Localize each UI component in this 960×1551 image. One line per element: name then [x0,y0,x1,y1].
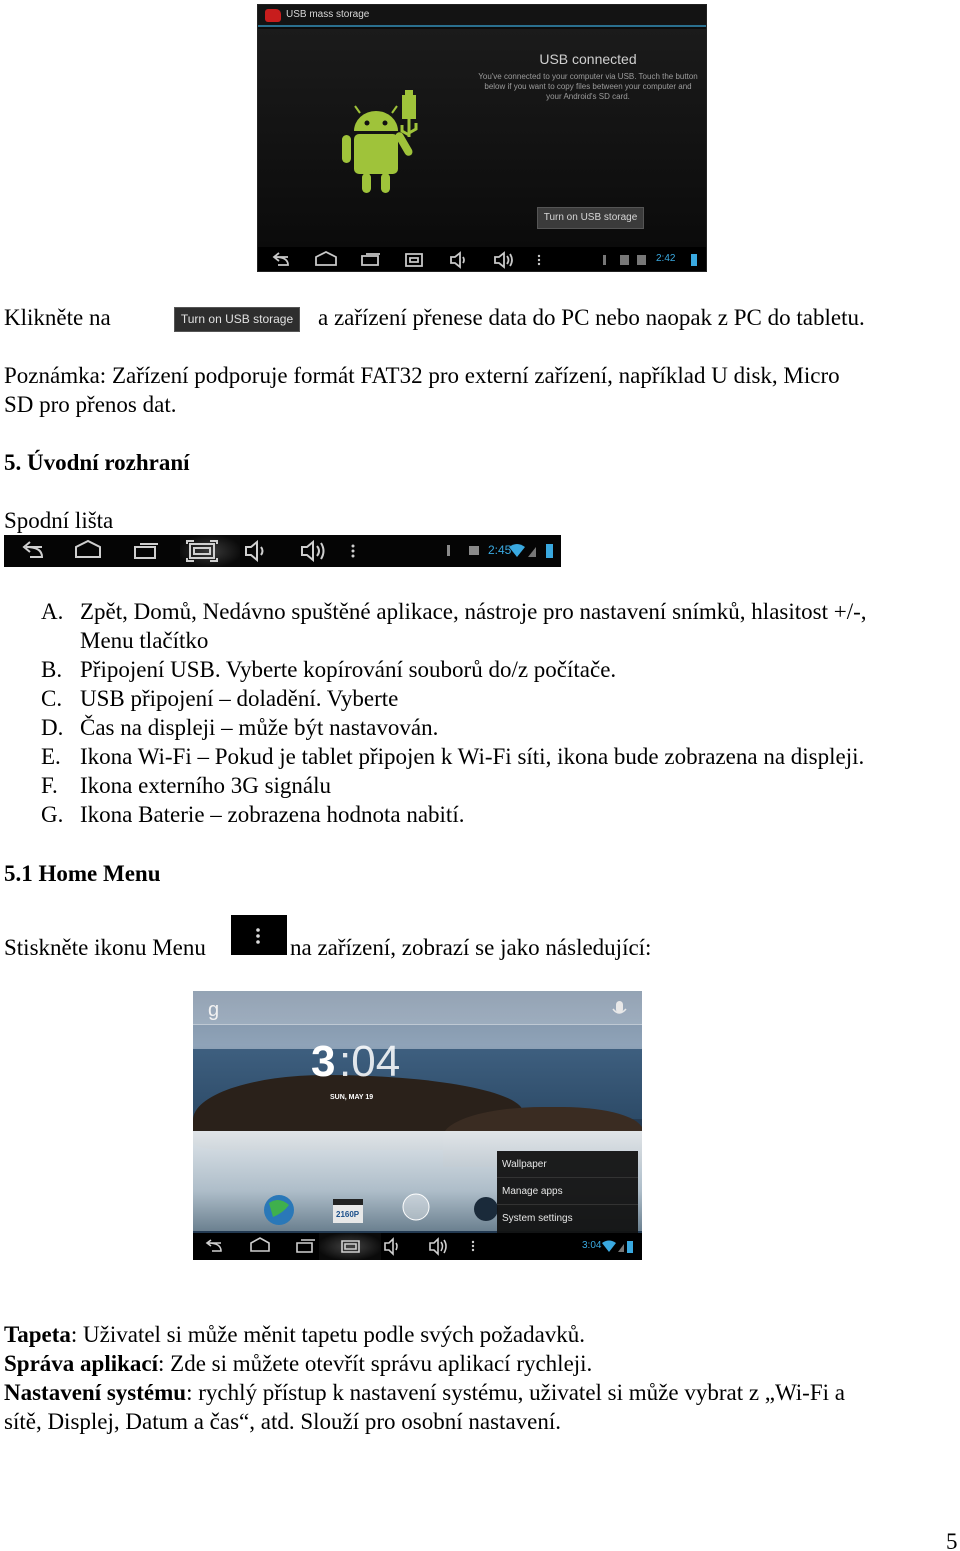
bottom-bar-screenshot [4,535,561,567]
bottom-bar-label: Spodní lišta [4,508,114,533]
note-line-1: Poznámka: Zařízení podporuje formát FAT32 pro externí zařízení, například U disk, Micro [4,363,840,388]
description-term: Správa aplikací [4,1351,159,1376]
screenshot-icon [406,254,422,266]
description-system-settings [4,1378,845,1407]
android-usb-icon [340,89,428,199]
home-icon [76,541,100,557]
usb-status-icon [447,545,450,556]
intro-text-after: a zařízení přenese data do PC nebo naopak z PC do tabletu. [318,305,865,330]
wifi-icon [602,1241,616,1253]
sd-status-icon [620,255,629,265]
home-options-menu [497,1151,638,1233]
list-item-text: USB připojení – doladění. Vyberte [80,686,399,711]
page-number: 5 [946,1529,958,1551]
volume-up-icon [302,542,324,560]
home-status-clock: 3:04 [582,1240,602,1251]
list-item-letter: C. [41,686,63,711]
home-nav-bar [193,1233,642,1260]
description-manage-apps [4,1349,592,1378]
back-icon [274,253,288,265]
menu-dots-icon [352,545,355,548]
battery-icon [691,254,697,266]
description-text: : Zde si můžete otevřít správu aplikací rychleji. [158,1351,593,1376]
usb-description: You've connected to your computer via USB. Touch the button below if you want to copy files between your computer and your Android's SD card. [478,72,698,101]
usb-status-clock: 2:42 [656,253,676,264]
volume-down-icon [451,253,464,267]
usb-heading: USB connected [539,51,637,67]
list-item-text: Ikona externího 3G signálu [80,773,332,798]
all-apps-icon [403,1194,429,1220]
screenshot-icon [187,541,217,561]
menu-dots-icon [472,1241,474,1243]
battery-icon [627,1241,633,1253]
back-icon [24,542,42,557]
list-item-text: Zpět, Domů, Nedávno spuštěné aplikace, nástroje pro nastavení snímků, hlasitost +/-, [80,599,867,624]
menu-item-manage-apps[interactable]: Manage apps [497,1178,638,1205]
wifi-icon [509,544,525,557]
menu-dots-icon [538,255,540,257]
note-line-2: SD pro přenos dat. [4,392,177,417]
description-term: Nastavení systému [4,1380,187,1405]
section-5-heading: 5. Úvodní rozhraní [4,450,190,475]
volume-up-icon [430,1239,446,1254]
description-text: : Uživatel si může měnit tapetu podle svých požadavků. [70,1322,586,1347]
video-player-label: 2160P [336,1210,360,1219]
list-item-text: Připojení USB. Vyberte kopírování souborů do/z počítače. [80,657,617,682]
home-clock-hour: 3 [311,1037,336,1086]
signal-3g-icon [528,547,536,557]
section-5-1-heading: 5.1 Home Menu [4,861,161,886]
recent-apps-icon [135,544,158,558]
battery-icon [546,544,553,558]
menu-item-system-settings[interactable]: System settings [502,1213,573,1224]
usb-nav-bar [258,247,707,272]
inline-usb-storage-button[interactable]: Turn on USB storage [174,307,300,332]
description-text: : rychlý přístup k nastavení systému, uživatel si může vybrat z „Wi-Fi a [186,1380,845,1405]
home-icon [316,252,336,265]
volume-up-icon [495,253,512,267]
description-term: Tapeta [4,1322,71,1347]
home-clock-minutes: :04 [339,1037,401,1086]
usb-title: USB mass storage [286,9,370,20]
list-item-text: Čas na displeji – může být nastavován. [80,715,439,740]
recent-apps-icon [362,254,380,265]
list-item-letter: E. [41,744,61,769]
volume-down-icon [385,1239,397,1254]
bottom-bar-icons [4,535,561,567]
screenshot-icon [342,1241,359,1252]
menu-item-wallpaper[interactable]: Wallpaper [497,1151,638,1178]
menu-line-after: na zařízení, zobrazí se jako následující: [290,935,652,960]
list-item-letter: B. [41,657,63,682]
description-wallpaper [4,1320,585,1349]
home-menu-screenshot [193,991,642,1260]
list-item-text: Menu tlačítko [80,628,209,653]
menu-line-before: Stiskněte ikonu Menu [4,935,206,960]
home-icon [251,1238,269,1251]
menu-button-image[interactable] [231,915,287,955]
usb-title-bar [258,5,707,27]
home-date: SUN, MAY 19 [330,1094,374,1101]
usb-status-icon [603,255,606,265]
list-item-letter: F. [41,773,58,798]
volume-down-icon [246,542,263,560]
recent-apps-icon [297,1240,315,1252]
list-item-text: Ikona Wi-Fi – Pokud je tablet připojen k Wi-Fi síti, ikona bude zobrazena na displeji. [80,744,865,769]
intro-text-before: Klikněte na [4,305,111,330]
bottom-bar-clock: 2:45 [488,543,512,557]
list-item-letter: G. [41,802,64,827]
signal-3g-icon [618,1244,624,1252]
usb-storage-screenshot [257,4,707,272]
usb-nav-icons [258,247,707,272]
google-search-icon: g [208,999,220,1021]
turn-on-usb-storage-button[interactable]: Turn on USB storage [537,207,644,229]
menu-dots-icon [231,915,287,955]
back-icon [207,1240,221,1251]
list-item-letter: D. [41,715,64,740]
sd-status-icon [469,546,479,555]
notification-icon [637,255,646,265]
usb-app-icon [265,9,281,22]
home-nav-icons [193,1233,642,1260]
description-system-settings-line-2: sítě, Displej, Datum a čas“, atd. Slouží pro osobní nastavení. [4,1409,561,1434]
list-item-text: Ikona Baterie – zobrazena hodnota nabití. [80,802,465,827]
list-item-letter: A. [41,599,64,624]
